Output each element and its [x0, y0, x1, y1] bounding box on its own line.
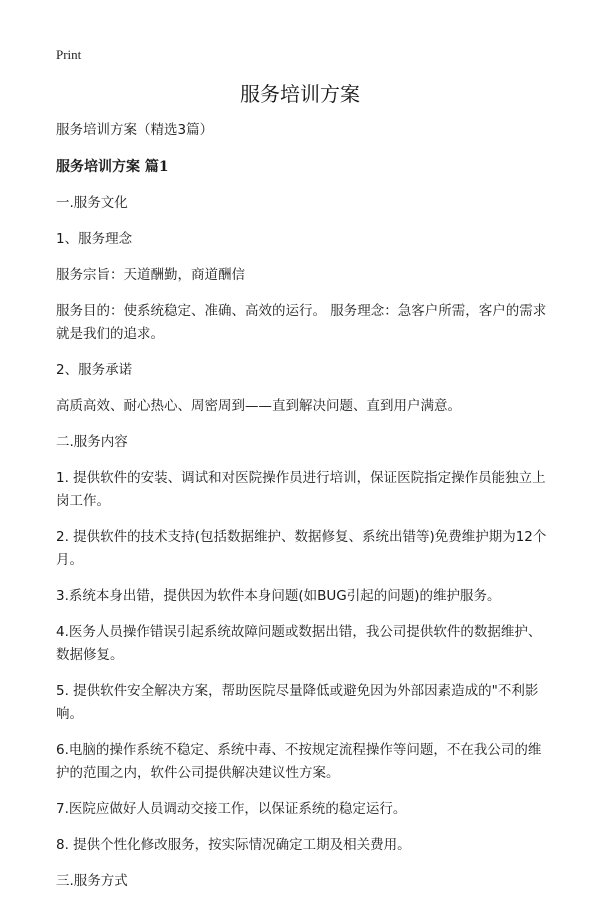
print-label: Print [56, 47, 82, 62]
list-item-5: 5. 提供软件安全解决方案，帮助医院尽量降低或避免因为外部因素造成的"不利影响。 [56, 683, 539, 722]
section-heading: 服务培训方案 篇1 [56, 159, 169, 175]
document-body [56, 119, 548, 906]
paragraph-service-purpose: 服务目的：使系统稳定、准确、高效的运行。 服务理念：急客户所需，客户的需求就是我们的追求。 [56, 303, 547, 342]
paragraph-service-tenet: 服务宗旨：天道酬勤，商道酬信 [56, 267, 245, 283]
document-title: 服务培训方案 [240, 82, 360, 106]
list-item-3: 3.系统本身出错，提供因为软件本身问题(如BUG引起的问题)的维护服务。 [56, 588, 501, 604]
document-subtitle: 服务培训方案（精选3篇） [56, 122, 214, 138]
subheading-service-commitment: 2、服务承诺 [56, 362, 133, 378]
heading-service-content: 二.服务内容 [56, 434, 128, 450]
list-item-7: 7.医院应做好人员调动交接工作，以保证系统的稳定运行。 [56, 801, 407, 817]
paragraph-commitment: 高质高效、耐心热心、周密周到——直到解决问题、直到用户满意。 [56, 398, 461, 414]
heading-service-culture: 一.服务文化 [56, 195, 128, 211]
subheading-service-philosophy: 1、服务理念 [56, 231, 133, 247]
list-item-4: 4.医务人员操作错误引起系统故障问题或数据出错，我公司提供软件的数据维护、数据修复。 [56, 624, 542, 663]
list-item-1: 1. 提供软件的安装、调试和对医院操作员进行培训，保证医院指定操作员能独立上岗工作。 [56, 470, 546, 509]
list-item-8: 8. 提供个性化修改服务，按实际情况确定工期及相关费用。 [56, 837, 411, 853]
heading-service-method: 三.服务方式 [56, 873, 128, 889]
list-item-6: 6.电脑的操作系统不稳定、系统中毒、不按规定流程操作等问题，不在我公司的维护的范围之内，软件公司提供解决建议性方案。 [56, 742, 542, 781]
list-item-2: 2. 提供软件的技术支持(包括数据维护、数据修复、系统出错等)免费维护期为12个月。 [56, 529, 547, 568]
